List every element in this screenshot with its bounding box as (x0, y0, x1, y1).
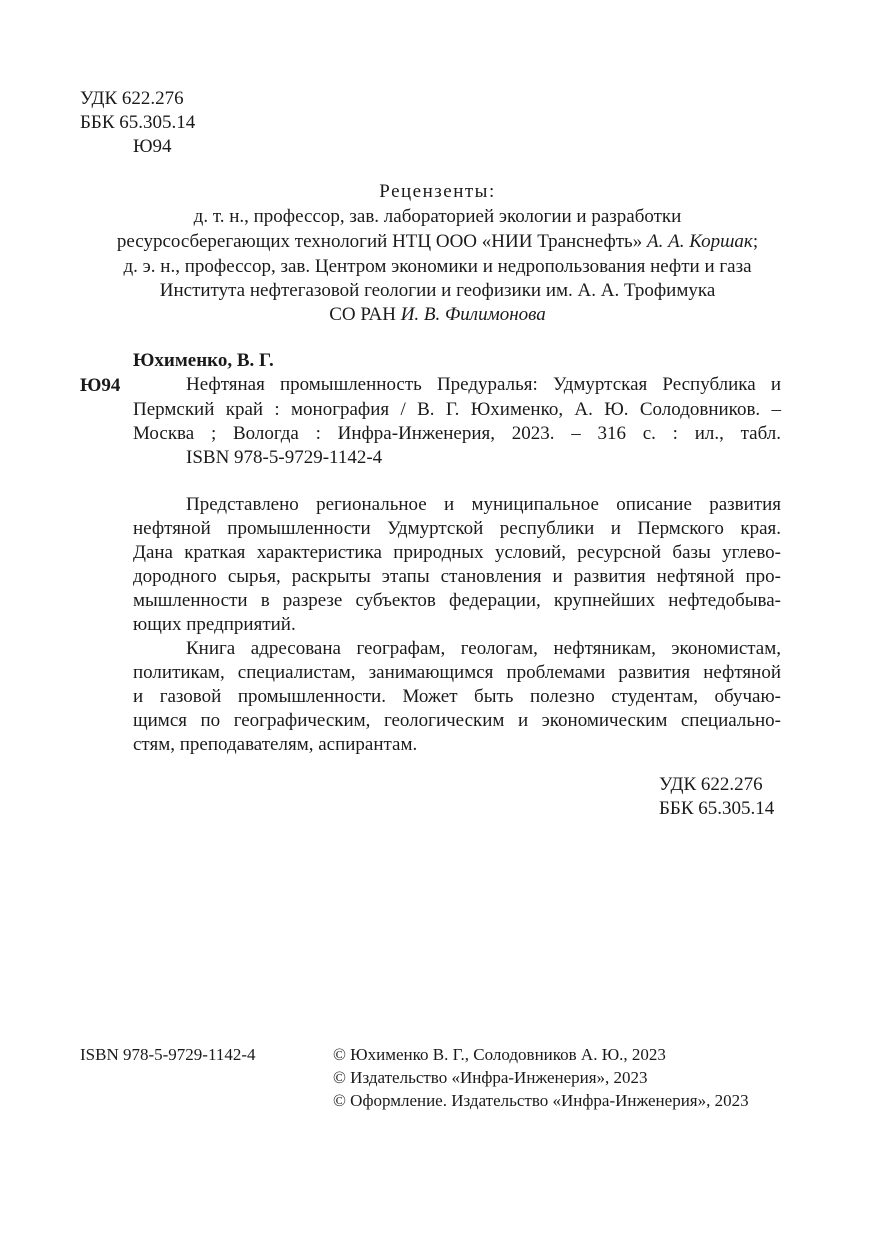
footer-isbn: ISBN 978-5-9729-1142-4 (80, 1045, 256, 1064)
abstract-p2-line-3: и газовой промышленности. Может быть полезно студентам, обучаю- (133, 686, 781, 707)
reviewers-line-2 (0, 230, 875, 253)
reviewers-line-3: д. э. н., профессор, зав. Центром экономики и недропользования нефти и газа (123, 256, 752, 277)
author-mark-top: Ю94 (133, 136, 172, 157)
copyright-publisher: © Издательство «Инфра-Инженерия», 2023 (333, 1068, 648, 1087)
bib-isbn: ISBN 978-5-9729-1142-4 (186, 447, 383, 468)
bbk-top: ББК 65.305.14 (80, 112, 196, 133)
abstract-p1-line-6: ющих предприятий. (133, 614, 296, 635)
abstract-p2-line-2: политикам, специалистам, занимающимся проблемами развития нефтяной (133, 662, 781, 683)
bib-author-name: Юхименко, В. Г. (133, 350, 274, 371)
reviewers-line-1: д. т. н., профессор, зав. лабораторией экологии и разработки (193, 206, 682, 227)
abstract-p2-line-5: стям, преподавателям, аспирантам. (133, 734, 418, 755)
abstract-p2-line-4: щимся по географическим, геологическим и экономическим специально- (133, 710, 781, 731)
reviewer-name-filimonova: И. В. Филимонова (400, 304, 546, 325)
copyright-authors: © Юхименко В. Г., Солодовников А. Ю., 2023 (333, 1045, 666, 1064)
bib-line-1: Нефтяная промышленность Предуралья: Удмуртская Республика и (186, 374, 781, 395)
abstract-p1-line-4: дородного сырья, раскрыты этапы становления и развития нефтяной про- (133, 566, 781, 587)
reviewer-org-text: ресурсосберегающих технологий НТЦ ООО «НИИ Транснефть» (116, 231, 647, 252)
bib-line-3: Москва ; Вологда : Инфра-Инженерия, 2023. – 316 с. : ил., табл. (133, 423, 781, 444)
bbk-bottom: ББК 65.305.14 (659, 798, 775, 819)
udk-top: УДК 622.276 (80, 88, 184, 109)
bib-line-2: Пермский край : монография / В. Г. Юхименко, А. Ю. Солодовников. – (133, 399, 781, 420)
copyright-design: © Оформление. Издательство «Инфра-Инженерия», 2023 (333, 1091, 749, 1110)
abstract-p1-line-5: мышленности в разрезе субъектов федерации, крупнейших нефтедобыва- (133, 590, 781, 611)
abstract-p1-line-1: Представлено региональное и муниципальное описание развития (186, 494, 781, 515)
abstract-p1-line-2: нефтяной промышленности Удмуртской республики и Пермского края. (133, 518, 781, 539)
bib-author-heading (133, 349, 274, 372)
abstract-p2-line-1: Книга адресована географам, геологам, нефтяникам, экономистам, (186, 638, 781, 659)
udk-bottom: УДК 622.276 (659, 774, 763, 795)
bib-mark-text: Ю94 (80, 375, 121, 396)
reviewer-name-korshak: А. А. Коршак (646, 231, 753, 252)
reviewer-org-so-ran: СО РАН (329, 304, 401, 325)
reviewers-line-5 (0, 303, 875, 326)
reviewers-line-4: Института нефтегазовой геологии и геофизики им. А. А. Трофимука (159, 280, 716, 301)
abstract-p1-line-3: Дана краткая характеристика природных условий, ресурсной базы углево- (133, 542, 781, 563)
reviewers-heading: Рецензенты: (379, 181, 496, 202)
bib-mark (80, 374, 120, 397)
reviewer-line-2-end: ; (752, 231, 759, 252)
